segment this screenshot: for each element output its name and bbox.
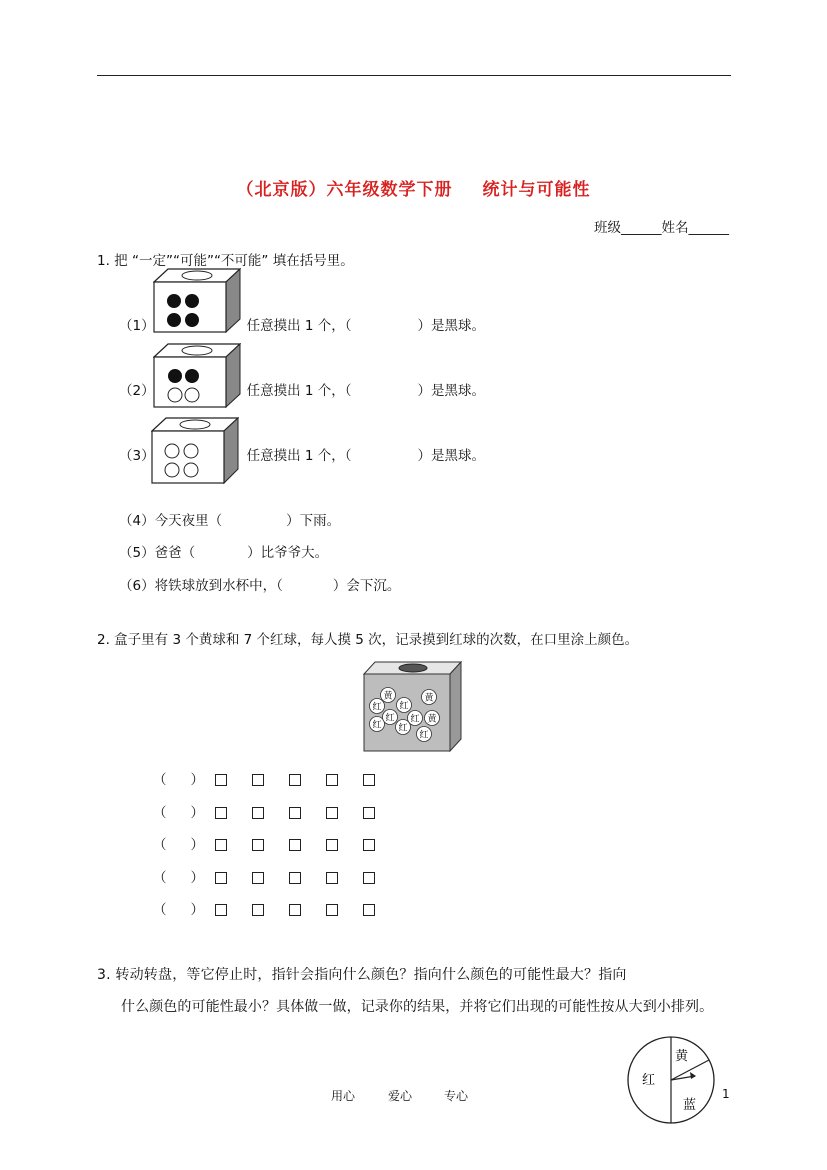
tally-row [153, 898, 400, 918]
q1-item-6 [119, 574, 400, 594]
item-number: （2） [119, 383, 155, 399]
tally-row [153, 833, 400, 853]
ball-label: 红 [372, 702, 382, 713]
color-box[interactable] [252, 807, 264, 819]
ball-label: 红 [399, 701, 409, 712]
tally-row-label [153, 898, 215, 918]
footer-item-1: 用心 [331, 1089, 356, 1103]
color-box[interactable] [289, 904, 301, 916]
box-two-black-two-white [153, 343, 241, 409]
color-box[interactable] [215, 904, 227, 916]
item-number: （3） [119, 448, 155, 464]
item-text-after: ）是黑球。 [417, 448, 486, 464]
q1-item-5 [119, 541, 328, 561]
q1-prompt: 1. 把 “一定”“可能”“不可能” 填在括号里。 [97, 253, 354, 269]
tally-row-label [153, 801, 215, 821]
ball-label: 红 [410, 714, 420, 725]
color-box[interactable] [252, 839, 264, 851]
close-paren: ） [190, 869, 204, 886]
color-box[interactable] [326, 774, 338, 786]
page-number: 1 [722, 1087, 730, 1101]
item-text: 将铁球放到水杯中，（ [154, 578, 283, 594]
open-paren: （ [153, 804, 167, 821]
item-text-after: ）是黑球。 [417, 383, 486, 399]
ball-label: 黄 [427, 714, 437, 725]
page-title [0, 175, 827, 200]
ball-label: 黄 [424, 693, 434, 704]
color-box[interactable] [363, 774, 375, 786]
color-box[interactable] [252, 774, 264, 786]
close-paren: ） [190, 804, 204, 821]
footer-item-2: 爱心 [388, 1089, 413, 1103]
item-number: （1） [119, 318, 155, 334]
open-paren: （ [153, 869, 167, 886]
color-box[interactable] [252, 872, 264, 884]
open-paren: （ [153, 837, 167, 853]
title-part1: （北京版）六年级数学下册 [236, 180, 453, 200]
color-box[interactable] [363, 872, 375, 884]
color-box[interactable] [326, 904, 338, 916]
header-rule [97, 75, 731, 76]
ball-label: 红 [419, 730, 429, 741]
item-text: 任意摸出 1 个，（ [246, 448, 352, 464]
close-paren: ） [190, 837, 204, 853]
tally-row [153, 866, 400, 886]
item-text: 爸爸（ [154, 545, 196, 561]
spinner-label-red: 红 [642, 1073, 656, 1088]
item-text: 任意摸出 1 个，（ [246, 383, 352, 399]
open-paren: （ [153, 772, 167, 788]
spinner-label-blue: 蓝 [683, 1098, 697, 1113]
color-box[interactable] [363, 839, 375, 851]
ball-label: 红 [372, 720, 382, 731]
item-number: （6） [119, 578, 155, 594]
q1-item-3 [119, 444, 485, 464]
q1-item-1 [119, 314, 485, 334]
q1-item-4 [119, 509, 340, 529]
color-box[interactable] [326, 807, 338, 819]
color-box[interactable] [215, 872, 227, 884]
item-text-after: ）会下沉。 [332, 578, 401, 594]
tally-row [153, 801, 400, 821]
close-paren: ） [190, 772, 204, 788]
color-box[interactable] [289, 839, 301, 851]
q2-prompt: 2. 盒子里有 3 个黄球和 7 个红球，每人摸 5 次，记录摸到红球的次数，在口里涂上颜色。 [97, 632, 639, 648]
color-box[interactable] [363, 807, 375, 819]
spinner-label-yellow: 黄 [675, 1049, 689, 1064]
open-paren: （ [153, 902, 167, 918]
color-box[interactable] [326, 872, 338, 884]
ball-label: 红 [385, 713, 395, 724]
item-text: 任意摸出 1 个，（ [246, 318, 352, 334]
spinner-diagram [626, 1035, 716, 1125]
box-with-colored-balls [363, 661, 462, 752]
color-box[interactable] [252, 904, 264, 916]
tally-row [153, 768, 400, 788]
color-box[interactable] [363, 904, 375, 916]
q3-line2: 什么颜色的可能性最小？具体做一做，记录你的结果，并将它们出现的可能性按从大到小排列。 [121, 999, 714, 1015]
item-text-after: ）是黑球。 [417, 318, 486, 334]
color-box[interactable] [289, 774, 301, 786]
tally-row-label [153, 768, 215, 788]
q1-item-2 [119, 379, 485, 399]
close-paren: ） [190, 902, 204, 918]
color-box[interactable] [215, 774, 227, 786]
item-text-after: ）比爷爷大。 [247, 545, 329, 561]
title-part2: 统计与可能性 [482, 180, 591, 200]
item-text-after: ）下雨。 [286, 513, 341, 529]
item-number: （5） [119, 545, 155, 561]
footer-item-3: 专心 [444, 1089, 469, 1103]
ball-label: 黄 [383, 691, 393, 702]
item-number: （4） [119, 513, 155, 529]
color-box[interactable] [289, 872, 301, 884]
color-box[interactable] [326, 839, 338, 851]
color-box[interactable] [289, 807, 301, 819]
q3-line1: 3. 转动转盘，等它停止时，指针会指向什么颜色？指向什么颜色的可能性最大？指向 [97, 967, 627, 983]
item-text: 今天夜里（ [154, 513, 223, 529]
color-box[interactable] [215, 807, 227, 819]
tally-row-label [153, 866, 215, 886]
tally-row-label [153, 833, 215, 853]
ball-label: 红 [398, 723, 408, 734]
color-box[interactable] [215, 839, 227, 851]
student-info: 班级______姓名______ [594, 220, 729, 236]
